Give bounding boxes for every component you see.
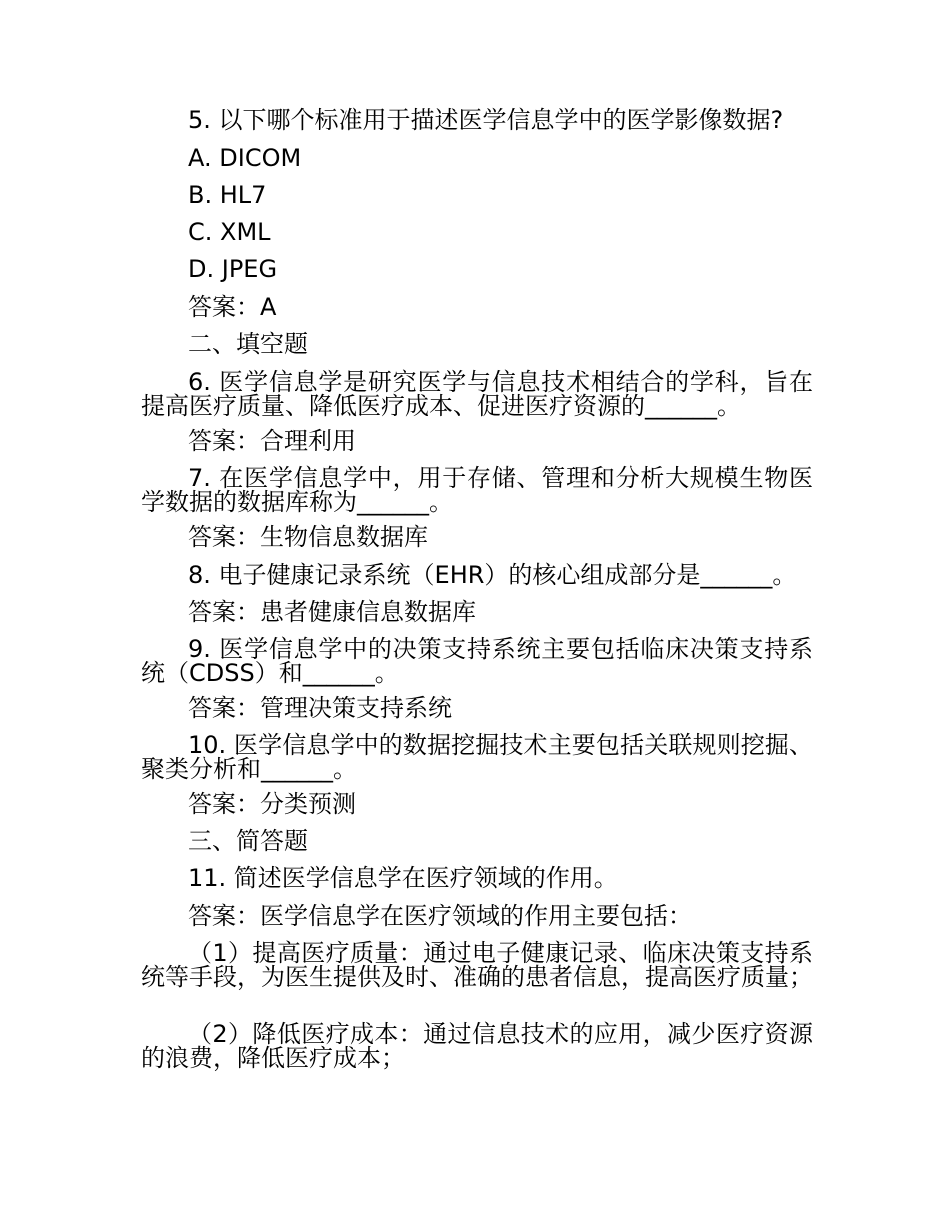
- answer-9: 答案：管理决策支持系统: [188, 694, 452, 722]
- option-c: C. XML: [188, 218, 271, 246]
- answer-11-point-2: （2）降低医疗成本：通过信息技术的应用，减少医疗资源的浪费，降低医疗成本；: [141, 1020, 813, 1072]
- question-11: 11. 简述医学信息学在医疗领域的作用。: [188, 864, 618, 892]
- question-6: 6. 医学信息学是研究医学与信息技术相结合的学科，旨在提高医疗质量、降低医疗成本、促进医疗资源的______。: [141, 368, 813, 420]
- answer-8: 答案：患者健康信息数据库: [188, 598, 476, 626]
- question-7: 7. 在医学信息学中，用于存储、管理和分析大规模生物医学数据的数据库称为______。: [141, 464, 813, 516]
- answer-6: 答案：合理利用: [188, 427, 356, 455]
- section-title-short-answer: 三、简答题: [188, 827, 308, 855]
- option-a: A. DICOM: [188, 144, 302, 172]
- question-9: 9. 医学信息学中的决策支持系统主要包括临床决策支持系统（CDSS）和______。: [141, 635, 813, 687]
- answer-11-point-1: （1）提高医疗质量：通过电子健康记录、临床决策支持系统等手段，为医生提供及时、准确的患者信息，提高医疗质量；: [141, 939, 813, 991]
- question-10: 10. 医学信息学中的数据挖掘技术主要包括关联规则挖掘、聚类分析和______。: [141, 731, 813, 783]
- question-5: 5. 以下哪个标准用于描述医学信息学中的医学影像数据?: [188, 106, 784, 134]
- option-d: D. JPEG: [188, 255, 278, 283]
- section-title-fill-blank: 二、填空题: [188, 330, 308, 358]
- answer-11-intro: 答案：医学信息学在医疗领域的作用主要包括：: [188, 902, 692, 930]
- option-b: B. HL7: [188, 181, 267, 209]
- question-8: 8. 电子健康记录系统（EHR）的核心组成部分是______。: [188, 561, 797, 589]
- answer-5: 答案：A: [188, 293, 277, 321]
- answer-7: 答案：生物信息数据库: [188, 523, 428, 551]
- answer-10: 答案：分类预测: [188, 790, 356, 818]
